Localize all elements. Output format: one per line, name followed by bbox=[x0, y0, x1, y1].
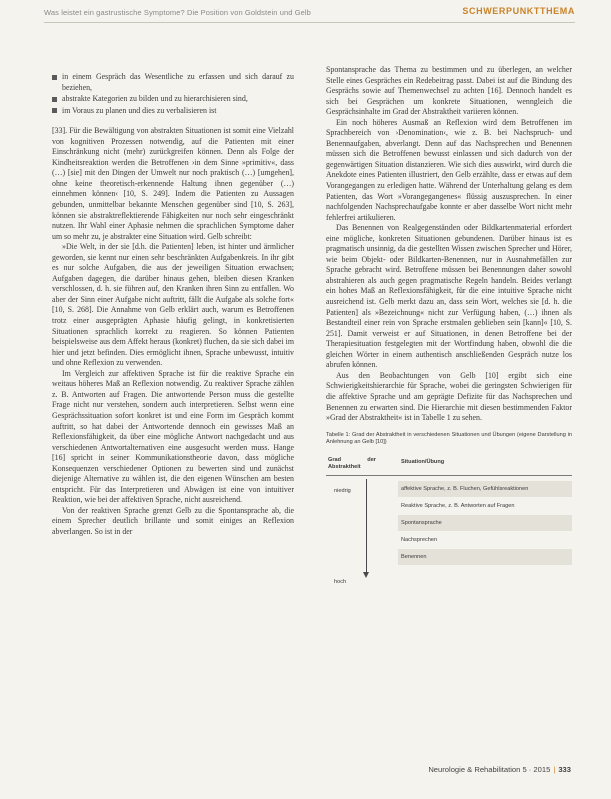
journal-name: Neurologie & Rehabilitation 5 · 2015 bbox=[428, 765, 551, 774]
list-item: in einem Gespräch das Wesentliche zu erfassen und sich darauf zu beziehen, bbox=[52, 72, 294, 93]
level-low-label: niedrig bbox=[334, 487, 351, 494]
table-row: Spontansprache bbox=[398, 515, 572, 531]
table-caption: Tabelle 1: Grad der Abstraktheit in verschiedenen Situationen und Übungen (eigene Darstellung in Anlehnung an Gelb [10]) bbox=[326, 431, 572, 446]
paragraph: Das Benennen von Realgegenständen oder Bildkartenmaterial erfordert eine mögliche, konkreten Situationen gebundenen. Darüber hinaus ist es pragmatisch unsinnig, da die gestellten Wissen zwischen Sprecher und Hörer, wie beim Objekt- oder Bildkarten-Benennen, nur in Ausnahmefällen zur Sprache gebracht wird. Betroffene müssen bei Benennungen daher sowohl abstrahieren als auch gegen pragmatische Regeln handeln. Beides verlangt ein hohes Maß an Reflexionsfähigkeit, für die eine intuitive Sprache nicht ausreichend ist. Gelb merkt dazu an, dass sein Wort, welches sie [d. h. die Patienten] als »Bezeichnung« nicht zur Verfügung haben, (…) ihnen als Bestandteil einer rein von Sprache erstmalen geblieben sein [kann]« [10, S. 251]. Damit verweist er auf Situationen, in denen Betroffene bei der Therapiesituation festgelegten mit der Wortfindung haben, obwohl die die gleichen Wörter in einem authentisch anschließenden Gespräch nutze los abrufen können. bbox=[326, 223, 572, 370]
left-column bbox=[52, 72, 294, 538]
bullet-square-icon bbox=[52, 97, 57, 102]
list-item: abstrakte Kategorien zu bilden und zu hierarchisieren sind, bbox=[52, 94, 294, 105]
paragraph: Aus den Beobachtungen von Gelb [10] ergibt sich eine Schwierigkeitshierarchie für Sprache, wobei die geringsten Schwierigen für die affektive Sprache und am geprägte Defizite für das Nachsprechen und Benennen zu erwarten sind. Die Hierarchie mit diesen bestimmenden Faktor »Grad der Abstraktheit« ist in Tabelle 1 zu sehen. bbox=[326, 370, 572, 423]
table-row: affektive Sprache, z. B. Fluchen, Gefühlsreaktionen bbox=[398, 481, 572, 497]
page-header bbox=[0, 0, 611, 40]
table-header-situation: Situation/Übung bbox=[401, 458, 445, 465]
arrow-down-icon bbox=[363, 572, 369, 578]
level-high-label: hoch bbox=[334, 578, 347, 585]
bullet-square-icon bbox=[52, 108, 57, 113]
bullet-list bbox=[52, 72, 294, 116]
right-column bbox=[326, 65, 572, 585]
section-label: SCHWERPUNKTTHEMA bbox=[462, 6, 575, 16]
paragraph: Im Vergleich zur affektiven Sprache ist für die reaktive Sprache ein weitaus höheres Maß an Reflexion notwendig. Zu reaktiver Sprache zählen z. B. Antworten auf Fragen. Die antwortende Person muss die gestellte Frage nicht nur verstehen, sondern auch interpretieren. Selbst wenn eine Gesprächssituation sofort konkret ist und eine Form im Gespräch kommt auftritt, so hat dabei der Antwortende dennoch ein gewisses Maß an Reflexionsfähigkeit, da über eine mögliche Antwort nachgedacht und aus verschiedenen Antwortalternativen eine ausgesucht werden muss. Hange [16] spricht in seiner Kommunikationstheorie davon, dass mögliche Konsequenzen verschiedener Optionen zu bewerten sind und zunächst diejenige Alternative zu wählen ist, die den eigenen Wünschen am besten entspricht. Für das Interpretieren und Abwägen ist eine von intuitiver Reaktion, wie bei der affektiven Sprache, nicht ausreichend. bbox=[52, 368, 294, 505]
block-quote: »Die Welt, in der sie [d.h. die Patienten] leben, ist hinter und ärmlicher geworden, sie kennt nur einen sehr beschränkten Aufgabenkreis. In ihr gibt es nur solche Aufgaben, die aus der jeweiligen Situation erwachsen; Aufgaben dagegen, die darüber hinaus gehen, bleiben diesen Kranken verschlossen, d. h. sie führen auf, den Kranken ihren Sinn zu entfallen. Wo aber der Sinn einer Aufgabe nicht auftritt, fällt die Aufgabe als solche fort« [10, S. 268]. Die Annahme von Gelb erklärt auch, warum es Betroffenen trotz einer ausgeprägten Aphasie häufig gelingt, in konkretisierten Situationen sprachlich korrekt zu reagieren. So können Patienten beispielsweise aus dem Affekt heraus (konkret) fluchen, da sie sich dabei im hier und jetzt befinden. Dies ermöglicht ihnen, Sprache unbewusst, intuitiv und ohne Reflexion zu verwenden. bbox=[52, 242, 294, 368]
page-number: 333 bbox=[558, 765, 571, 774]
page-footer bbox=[428, 765, 571, 774]
table-header-degree: Grad der Abstraktheit bbox=[328, 456, 376, 470]
header-rule bbox=[44, 22, 575, 23]
table-row: Reaktive Sprache, z. B. Antworten auf Fragen bbox=[401, 502, 515, 509]
list-item: im Voraus zu planen und dies zu verbalisieren ist bbox=[52, 106, 294, 117]
abstraction-table bbox=[326, 453, 572, 585]
paragraph: Spontansprache das Thema zu bestimmen und zu überlegen, an welcher Stelle eines Gespräches ein Redebeitrag passt. Dabei ist auf die Bindung des Gesprächs sowie auf Themenwechsel zu achten [16]. Dennoch handelt es sich bei Gesprächen um konkrete Situationen, wenngleich die Gesprächsinhalte im Grad der Abstraktheit variieren können. bbox=[326, 65, 572, 117]
paragraph: Von der reaktiven Sprache grenzt Gelb zu die Spontansprache ab, die einem Sprecher deutlich brillante und somit einiges an Reflexion abverlangen. So ist in der bbox=[52, 505, 294, 536]
running-title: Was leistet ein gastrustische Symptome? Die Position von Goldstein und Gelb bbox=[44, 8, 311, 17]
table-header-rule bbox=[326, 475, 572, 476]
arrow-line bbox=[366, 479, 367, 575]
footer-divider: | bbox=[553, 765, 556, 774]
bullet-square-icon bbox=[52, 75, 57, 80]
paragraph: [33]. Für die Bewältigung von abstrakten Situationen ist somit eine Vielzahl von kognitiven Prozessen notwendig, auf die Patienten mit einer Einschränkung nicht (mehr) zurückgreifen können. Denn als Folge der Kindheitsreaktion werden die Betroffenen ›in dem Sinne »primitiv«, dass (…) [sie] mit den Dingen der Umwelt nur noch praktisch (…) [umgehen], ohne keine theoretisch-erkennende Haltung ihnen gegenüber (…) einnehmen können‹ [10, S. 249]. Indem die Patienten zu Aussagen gebunden, unmittelbar bekannte Menschen gegenüber sind [10, S. 263], können sie abstraktreflektierende Fähigkeiten nur noch sehr eingeschränkt nutzen. Ihr Wahl einer Aphasie nehmen die sprachlichen Symptome daher um so mehr zu, je abstrakter eine Situation wird. Gelb schreibt: bbox=[52, 126, 294, 241]
table-row: Nachsprechen bbox=[401, 536, 438, 543]
table-row: Benennen bbox=[398, 549, 572, 565]
paragraph: Ein noch höheres Ausmaß an Reflexion wird dem Betroffenen im Sprachbereich von ›Denomination‹, wie z. B. bei Nachspruch- und Benennaufgaben, abverlangt. Denn auf das Nachsprechen und Benennen müssen sich die Betroffenen bewusst einlassen und sich dadurch von der gegenwärtigen Situation distanzieren. Wie sich dies auswirkt, wird durch die Anekdote eines Patienten illustriert, den Gelb erzählte, dass er etwas auf dem Vorangegangen zu erledigen hatte. Während der Unterhaltung gelang es dem Patienten, das Wort »Vorangegangenes« flüssig auszusprechen. In einer nachfolgenden Nachsprechaufgabe konnte er aber dasselbe Wort nicht mehr fehlerfrei artikulieren. bbox=[326, 117, 572, 222]
